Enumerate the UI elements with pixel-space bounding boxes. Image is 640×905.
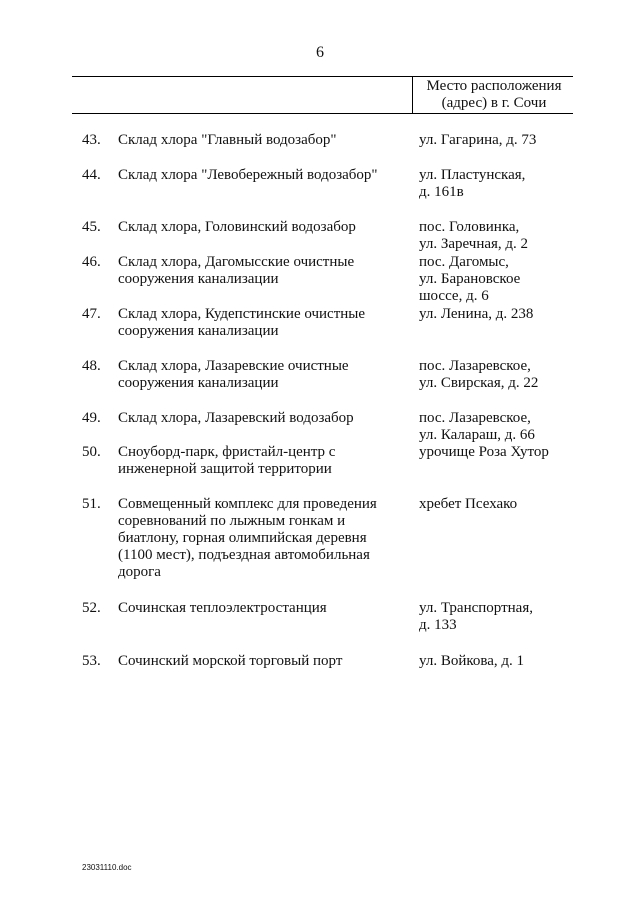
- row-number: 51.: [82, 496, 101, 512]
- row-number: 44.: [82, 167, 101, 183]
- facility-name: Склад хлора, Лазаревские очистные сооружения канализации: [118, 358, 349, 391]
- row-number: 52.: [82, 600, 101, 616]
- facility-address: пос. Лазаревское, ул. Свирская, д. 22: [419, 358, 539, 391]
- row-number: 46.: [82, 254, 101, 270]
- facility-address: ул. Войкова, д. 1: [419, 653, 525, 669]
- facility-name: Сочинский морской торговый порт: [118, 653, 343, 669]
- facility-address: пос. Головинка, ул. Заречная, д. 2: [419, 219, 529, 252]
- page-number: 6: [316, 44, 324, 61]
- facility-name: Совмещенный комплекс для проведения соревнований по лыжным гонкам и биатлону, горная олимпийская деревня (1100 мест), подъездная автомобильная дорога: [118, 496, 377, 580]
- row-number: 45.: [82, 219, 101, 235]
- row-number: 53.: [82, 653, 101, 669]
- facility-address: ул. Транспортная, д. 133: [419, 600, 533, 633]
- facility-name: Сочинская теплоэлектростанция: [118, 600, 327, 616]
- facility-name: Склад хлора "Главный водозабор": [118, 132, 337, 148]
- facility-name: Склад хлора, Головинский водозабор: [118, 219, 356, 235]
- facility-name: Сноуборд-парк, фристайл-центр с инженерной защитой территории: [118, 444, 336, 477]
- facility-name: Склад хлора, Кудепстинские очистные сооружения канализации: [118, 306, 366, 339]
- facility-address: ул. Пластунская, д. 161в: [419, 167, 526, 200]
- address-column-header-text: Место расположения (адрес) в г. Сочи: [426, 78, 562, 111]
- row-number: 48.: [82, 358, 101, 374]
- facility-address: ул. Гагарина, д. 73: [419, 132, 537, 148]
- facility-address: пос. Дагомыс, ул. Барановское шоссе, д. 6: [419, 254, 521, 304]
- facility-name: Склад хлора, Дагомысские очистные сооружения канализации: [118, 254, 355, 287]
- facility-address: ул. Ленина, д. 238: [419, 306, 534, 322]
- facility-address: пос. Лазаревское, ул. Калараш, д. 66: [419, 410, 535, 443]
- document-file-code: 23031110.doc: [82, 863, 132, 872]
- row-number: 50.: [82, 444, 101, 460]
- facility-address: хребет Псехако: [419, 496, 518, 512]
- row-number: 47.: [82, 306, 101, 322]
- row-number: 43.: [82, 132, 101, 148]
- row-number: 49.: [82, 410, 101, 426]
- facility-address: урочище Роза Хутор: [419, 444, 549, 460]
- facility-name: Склад хлора, Лазаревский водозабор: [118, 410, 354, 426]
- facility-name: Склад хлора "Левобережный водозабор": [118, 167, 378, 183]
